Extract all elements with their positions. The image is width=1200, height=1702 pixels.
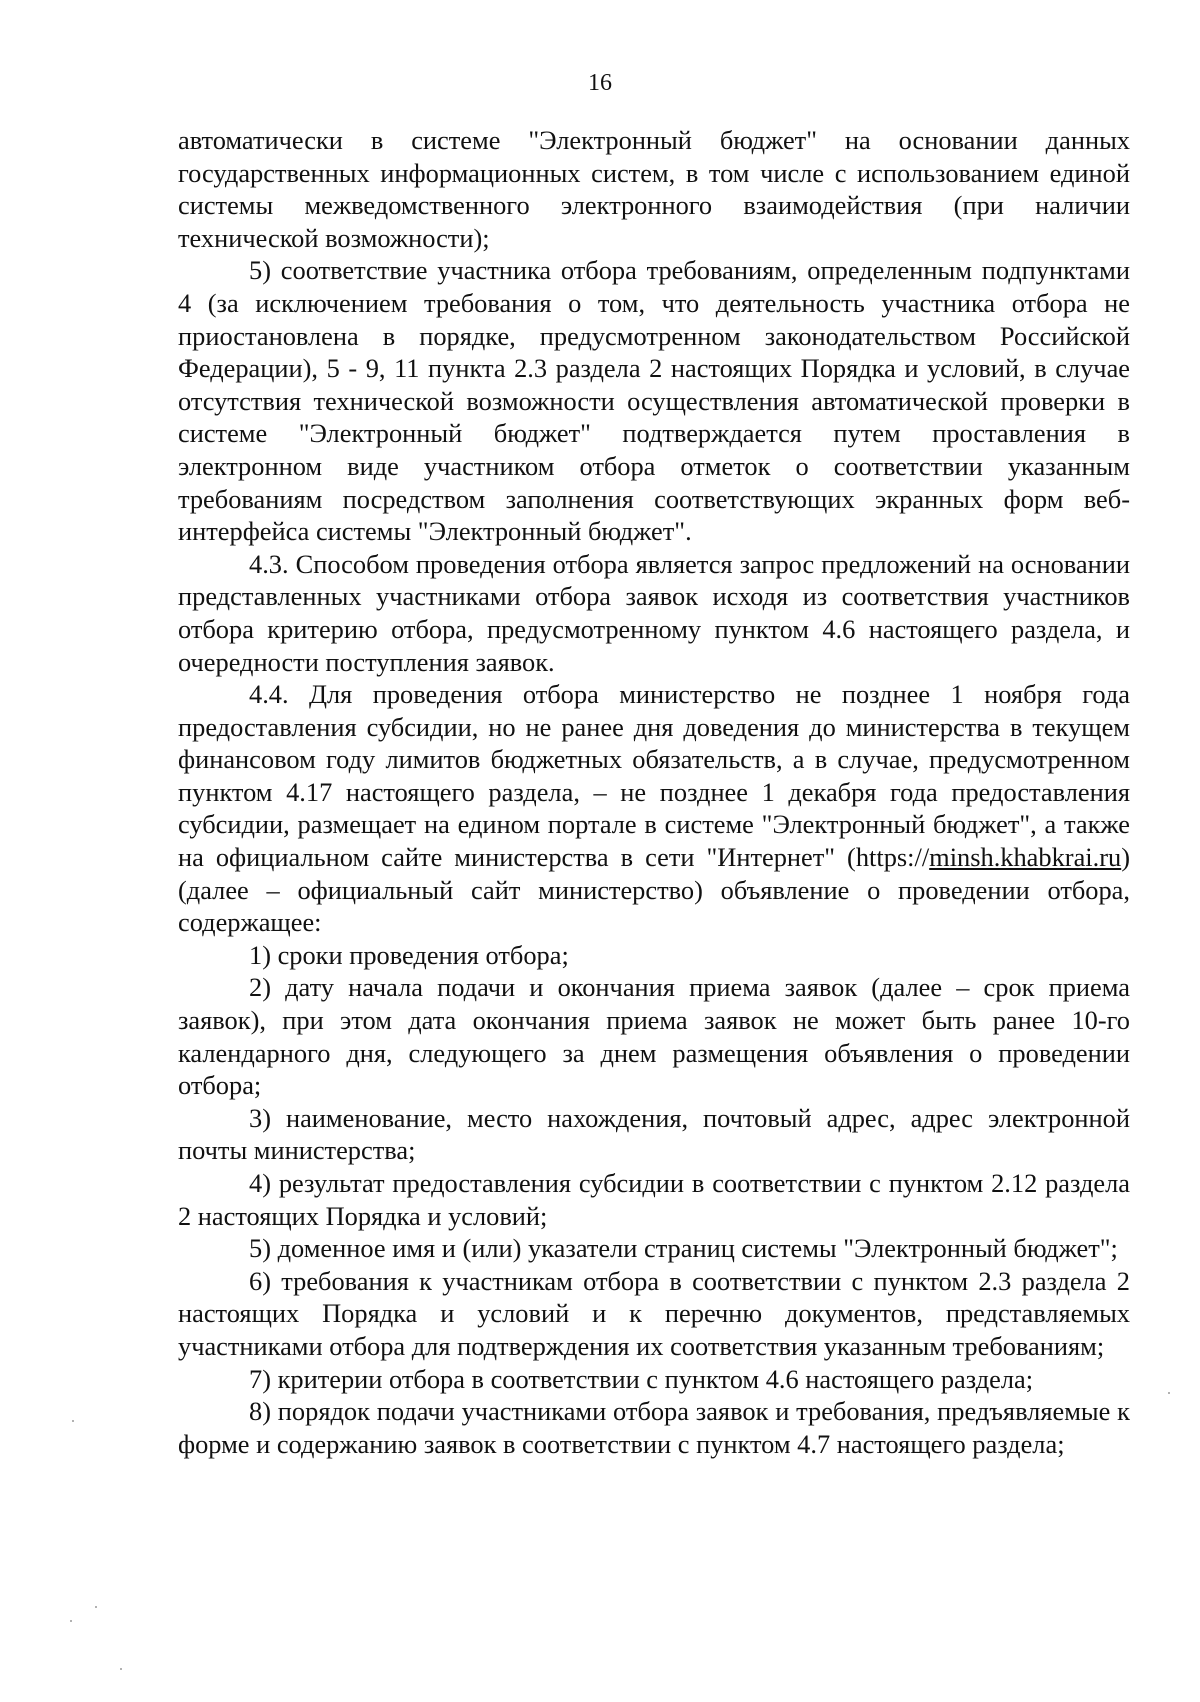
ministry-website-link[interactable]: minsh.khabkrai.ru [929,842,1122,873]
scan-speck [120,1668,122,1670]
scan-speck [1168,1392,1170,1394]
paragraph-4-3: 4.3. Способом проведения отбора является запрос предложений на основании представленных участниками отбора заявок исходя из соответствия участников отбора критерию отбора, предусмотренному пунктом 4.6 настоящего раздела, и очередности поступления заявок. [178,548,1130,677]
document-body [178,124,1130,1460]
list-item-2: 2) дату начала подачи и окончания приема заявок (далее – срок приема заявок), при этом дата окончания приема заявок не может быть ранее 10-го календарного дня, следующего за днем размещения объявления о проведении отбора; [178,972,1130,1101]
paragraph-4-4-text-start: 4.4. Для проведения отбора министерство не позднее 1 ноября года предоставления субсидии, но не ранее дня доведения до министерства в текущем финансовом году лимитов бюджетных обязательств, а в случае, предусмотренном пунктом 4.17 настоящего раздела, – не позднее 1 декабря года предоставления субсидии, размещает на едином портале в системе "Электронный бюджет", а также на официальном сайте министерства в сети "Интернет" (https:// [178,679,1130,873]
scan-speck [72,1420,74,1422]
scan-speck [95,1606,97,1608]
paragraph-4-4 [178,678,1130,939]
scan-speck [70,1620,72,1622]
list-item-4: 4) результат предоставления субсидии в соответствии с пунктом 2.12 раздела 2 настоящих Порядка и условий; [178,1168,1130,1231]
list-item-8: 8) порядок подачи участниками отбора заявок и требования, предъявляемые к форме и содержанию заявок в соответствии с пунктом 4.7 настоящего раздела; [178,1396,1130,1459]
list-item-3: 3) наименование, место нахождения, почтовый адрес, адрес электронной почты министерства; [178,1102,1130,1166]
paragraph-4-4-text-end: ) (далее – официальный сайт министерство) объявление о проведении отбора, содержащее: [178,842,1130,938]
list-item-1: 1) сроки проведения отбора; [249,939,569,970]
paragraph-continuation: автоматически в системе "Электронный бюджет" на основании данных государственных информационных систем, в том числе с использованием единой системы межведомственного электронного взаимодействия (при наличии технической возможности); [178,125,1130,253]
paragraph-item-5-eligibility: 5) соответствие участника отбора требованиям, определенным подпунктами 4 (за исключением требования о том, что деятельность участника отбора не приостановлена в порядке, предусмотренном законодательством Российской Федерации), 5 - 9, 11 пункта 2.3 раздела 2 настоящих Порядка и условий, в случае отсутствия технической возможности осуществления автоматической проверки в системе "Электронный бюджет" подтверждается путем проставления в электронном виде участником отбора отметок о соответствии указанным требованиям посредством заполнения соответствующих экранных форм веб-интерфейса системы "Электронный бюджет". [178,255,1130,547]
list-item-7: 7) критерии отбора в соответствии с пунктом 4.6 настоящего раздела; [249,1363,1034,1394]
list-item-5: 5) доменное имя и (или) указатели страниц системы "Электронный бюджет"; [249,1233,1118,1264]
page-number: 16 [588,70,612,96]
list-item-6: 6) требования к участникам отбора в соответствии с пунктом 2.3 раздела 2 настоящих Порядка и условий и к перечню документов, представляемых участниками отбора для подтверждения их соответствия указанным требованиям; [178,1265,1130,1361]
